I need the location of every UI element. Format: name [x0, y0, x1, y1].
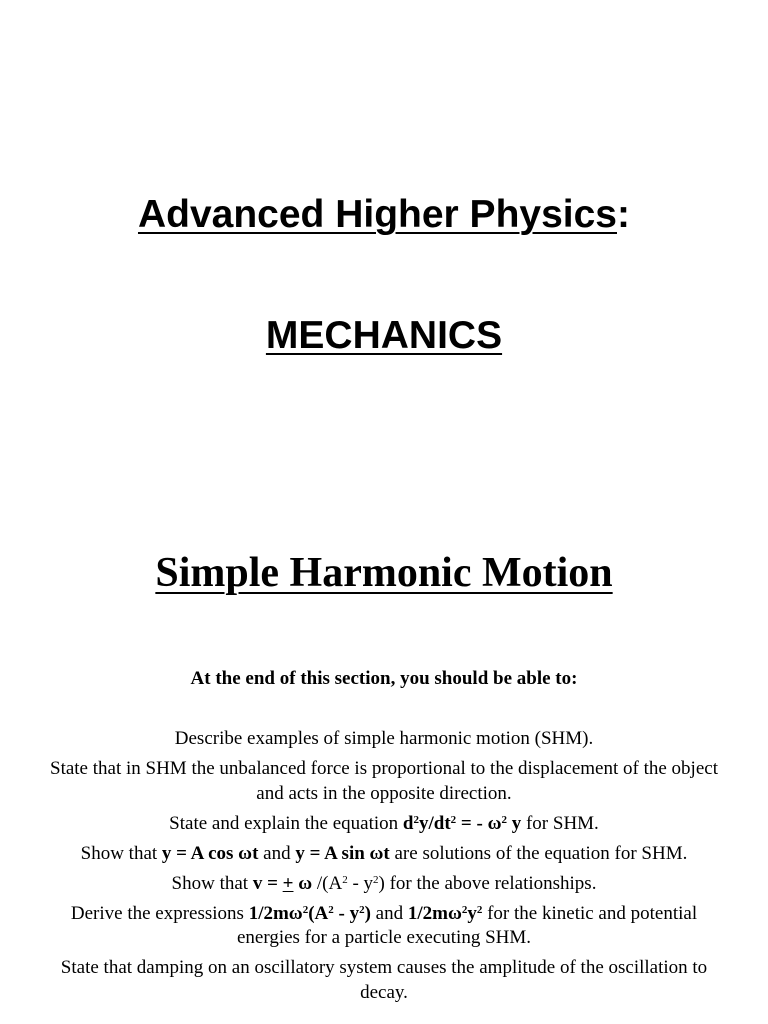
objective-text: Show that: [171, 872, 253, 894]
objective-item-1: [40, 727, 728, 752]
cos-equation: y = A cos ωt: [161, 842, 259, 864]
objective-text: State that damping on an oscillatory system causes the amplitude of the oscillation to decay.: [60, 957, 708, 1003]
equation-superscript: 2: [373, 873, 379, 886]
equation-part: - y: [333, 902, 360, 924]
equation-superscript: 2: [359, 903, 365, 916]
objective-text: State and explain the equation: [169, 812, 403, 834]
kinetic-energy-equation: [249, 903, 371, 924]
equation-part: = - ω: [456, 812, 502, 834]
velocity-equation: [253, 873, 317, 894]
equation-part: ω: [293, 872, 317, 894]
objective-text: for the above relationships.: [384, 872, 597, 894]
objectives-list: [40, 727, 728, 1011]
objective-item-2: [40, 757, 728, 806]
equation-superscript: 2: [328, 903, 334, 916]
equation-part: (A: [308, 902, 329, 924]
unit-title-text: MECHANICS: [265, 314, 503, 357]
objective-item-6: [40, 902, 728, 951]
equation-superscript: 2: [501, 813, 507, 826]
objective-item-7: [40, 956, 728, 1005]
equation-part: y: [506, 812, 522, 834]
equation-part: 1/2mω: [407, 902, 462, 924]
potential-energy-equation: [408, 903, 483, 924]
equation-part: /(A: [316, 872, 343, 894]
equation-superscript: 2: [342, 873, 348, 886]
equation-superscript: 2: [461, 903, 468, 916]
objective-text: for SHM.: [521, 812, 599, 834]
objective-item-5: [40, 872, 728, 897]
sin-equation: y = A sin ωt: [295, 842, 390, 864]
equation-part: ): [364, 902, 371, 924]
equation-superscript: 2: [413, 813, 419, 826]
objective-text: State that in SHM the unbalanced force is proportional to the displacement of the object and acts in the opposite direction.: [50, 758, 718, 804]
equation-part: v =: [252, 872, 283, 894]
objective-text: and: [258, 842, 296, 864]
equation-part: - y: [347, 872, 374, 894]
objective-text: are solutions of the equation for SHM.: [389, 842, 688, 864]
objective-text: Show that: [80, 842, 162, 864]
shm-equation: [403, 813, 521, 834]
objective-item-4: [40, 842, 728, 867]
plus-minus-symbol: +: [282, 872, 294, 894]
objective-item-3: [40, 812, 728, 837]
section-title-text: Simple Harmonic Motion: [155, 550, 613, 596]
equation-part: ): [378, 872, 385, 894]
unit-title: [0, 313, 768, 359]
equation-superscript: 2: [476, 903, 483, 916]
objective-text: and: [370, 902, 408, 924]
equation-part: y/dt: [418, 812, 451, 834]
objective-text: for the kinetic and potential energies for a particle executing SHM.: [236, 902, 698, 948]
equation-superscript: 2: [450, 813, 457, 826]
equation-part: y: [467, 902, 477, 924]
equation-superscript: 2: [302, 903, 309, 916]
objective-text: Derive the expressions: [70, 902, 249, 924]
equation-part: d: [402, 812, 414, 834]
course-title-colon: :: [617, 193, 630, 236]
course-title: [0, 192, 768, 238]
equation-part: 1/2mω: [248, 902, 303, 924]
objective-text: Describe examples of simple harmonic motion (SHM).: [174, 728, 594, 749]
section-title: [0, 548, 768, 598]
course-title-text: Advanced Higher Physics: [137, 193, 617, 236]
objectives-intro: At the end of this section, you should be able to:: [190, 668, 578, 689]
